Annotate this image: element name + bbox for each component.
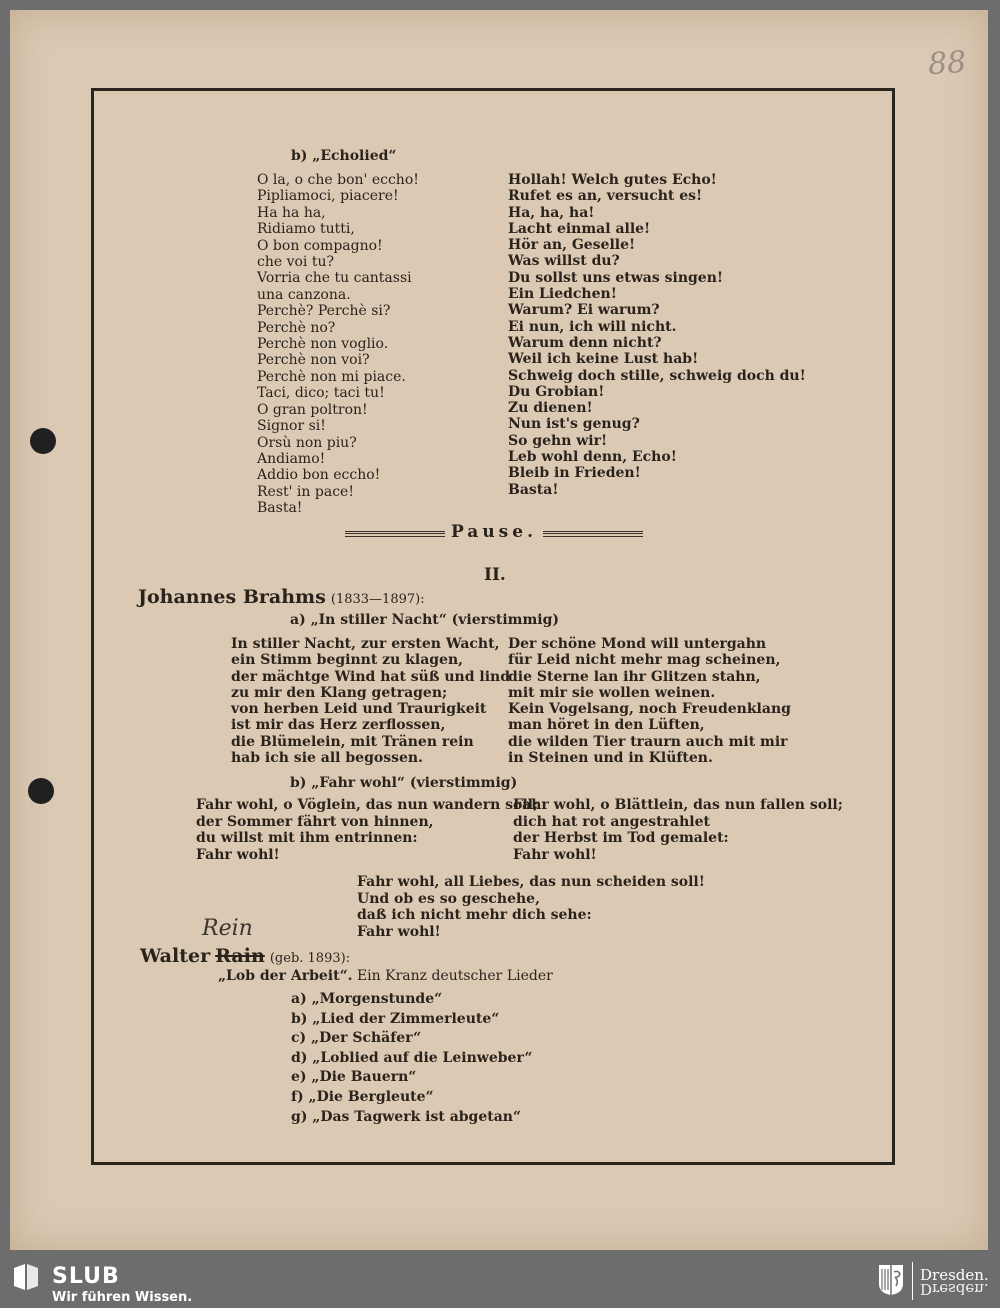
italian-verse-line: Taci, dico; taci tu! [257, 385, 385, 402]
german-verse-line: Basta! [508, 481, 559, 498]
slub-logo-icon [12, 1262, 40, 1292]
italian-verse-line: Ridiamo tutti, [257, 221, 355, 238]
city-name: Dresden. [920, 1266, 989, 1284]
library-tagline: Wir führen Wissen. [52, 1290, 193, 1305]
verse-line: ein Stimm beginnt zu klagen, [231, 652, 464, 669]
song-a-heading: a) „In stiller Nacht“ (vierstimmig) [290, 612, 560, 628]
german-verse-line: Warum denn nicht? [508, 334, 662, 351]
verse-line: Fahr wohl, o Vöglein, das nun wandern soll; [196, 797, 539, 813]
echolied-heading: b) „Echolied“ [291, 148, 397, 164]
page-number: 88 [926, 44, 968, 83]
verse-line: ist mir das Herz zerflossen, [231, 717, 446, 734]
italian-verse-line: Pipliamoci, piacere! [257, 188, 399, 205]
german-verse-line: Bleib in Frieden! [508, 465, 641, 482]
brahms-heading [138, 586, 425, 608]
work-subtitle: Ein Kranz deutscher Lieder [356, 968, 553, 984]
german-verse-line: Lacht einmal alle! [508, 220, 651, 237]
verse-line: hab ich sie all begossen. [231, 750, 423, 767]
work-title: „Lob der Arbeit“. [218, 968, 353, 984]
german-verse-line: Warum? Ei warum? [508, 302, 660, 319]
pause-rule-right [543, 531, 643, 537]
pause-divider [345, 522, 643, 548]
italian-verse-line: O bon compagno! [257, 237, 383, 254]
verse-line: die wilden Tier traurn auch mit mir [508, 733, 788, 750]
song-b-heading: b) „Fahr wohl“ (vierstimmig) [290, 775, 518, 791]
verse-line: Fahr wohl, all Liebes, das nun scheiden soll! [357, 874, 705, 890]
verse-line: Fahr wohl, o Blättlein, das nun fallen soll; [513, 797, 843, 813]
italian-verse-line: Perchè non mi piace. [257, 368, 406, 385]
verse-line: der Herbst im Tod gemalet: [513, 830, 729, 846]
composer-name: Johannes Brahms [138, 586, 326, 608]
echolied-italian-column [257, 172, 419, 517]
italian-verse-line: Perchè non voglio. [257, 336, 389, 353]
italian-verse-line: Perchè non voi? [257, 352, 370, 369]
german-verse-line: Ei nun, ich will nicht. [508, 318, 677, 335]
italian-verse-line: Signor si! [257, 418, 326, 435]
pause-rule-left [345, 531, 445, 537]
movement-item: c) „Der Schäfer“ [291, 1030, 422, 1047]
italian-verse-line: Andiamo! [257, 450, 326, 467]
verse-line: zu mir den Klang getragen; [231, 684, 448, 701]
footer-bar [0, 1258, 1000, 1308]
german-verse-line: Leb wohl denn, Echo! [508, 449, 677, 466]
verse-line: daß ich nicht mehr dich sehe: [357, 907, 592, 923]
composer-dates: (geb. 1893): [269, 951, 351, 966]
pause-label: Pause. [450, 522, 537, 542]
verse-line: Und ob es so geschehe, [357, 890, 540, 907]
footer-separator [912, 1262, 913, 1300]
verse-line: Kein Vogelsang, noch Freudenklang [508, 701, 791, 718]
section-numeral: II. [484, 565, 506, 585]
verse-line: die Sterne lan ihr Glitzen stahn, [508, 668, 761, 685]
verse-line: von herben Leid und Traurigkeit [231, 701, 487, 718]
german-verse-line: Hör an, Geselle! [508, 237, 636, 254]
verse-line: In stiller Nacht, zur ersten Wacht, [231, 636, 500, 652]
german-verse-line: Ha, ha, ha! [508, 204, 595, 221]
german-verse-line: Schweig doch stille, schweig doch du! [508, 367, 806, 384]
verse-line: mit mir sie wollen weinen. [508, 684, 716, 701]
composer-struck-surname: Rain [215, 945, 265, 967]
verse-line: Der schöne Mond will untergahn [508, 636, 767, 652]
german-verse-line: Ein Liedchen! [508, 286, 617, 303]
movement-item: g) „Das Tagwerk ist abgetan“ [291, 1108, 522, 1125]
song-a-right-verse [508, 636, 791, 766]
verse-line: der mächtge Wind hat süß und lind [231, 668, 510, 685]
verse-line: du willst mit ihm entrinnen: [196, 830, 418, 846]
german-verse-line: Hollah! Welch gutes Echo! [508, 172, 717, 188]
italian-verse-line: una canzona. [257, 286, 351, 303]
movement-item: f) „Die Bergleute“ [291, 1088, 434, 1105]
italian-verse-line: Ha ha ha, [257, 204, 326, 221]
composer-first-name: Walter [140, 945, 211, 967]
verse-line: dich hat rot angestrahlet [513, 813, 710, 830]
italian-verse-line: Perchè? Perchè si? [257, 303, 391, 320]
german-verse-line: Weil ich keine Lust hab! [508, 351, 699, 368]
movement-item: b) „Lied der Zimmerleute“ [291, 1010, 500, 1027]
italian-verse-line: O gran poltron! [257, 401, 368, 418]
verse-line: in Steinen und in Klüften. [508, 750, 713, 767]
german-verse-line: Du Grobian! [508, 383, 605, 400]
verse-line: man höret in den Lüften, [508, 717, 705, 734]
song-a-left-verse [231, 636, 510, 766]
german-verse-line: Du sollst uns etwas singen! [508, 269, 724, 286]
verse-line: Fahr wohl! [196, 846, 280, 863]
german-verse-line: Nun ist's genug? [508, 416, 640, 433]
rein-heading [140, 945, 350, 967]
song-b-left-verse [196, 797, 538, 863]
german-verse-line: Zu dienen! [508, 400, 593, 417]
handwritten-correction: Rein [202, 916, 253, 941]
composer-dates: (1833—1897): [330, 592, 425, 607]
movement-item: a) „Morgenstunde“ [291, 991, 443, 1007]
verse-line: für Leid nicht mehr mag scheinen, [508, 652, 781, 669]
movement-list [291, 990, 532, 1127]
city-name-reflection: Dresden. [920, 1280, 989, 1298]
italian-verse-line: Perchè no? [257, 319, 336, 336]
verse-line: Fahr wohl! [513, 846, 597, 863]
echolied-german-column [508, 172, 806, 498]
verse-line: der Sommer fährt von hinnen, [196, 813, 434, 830]
work-title-line [218, 968, 553, 984]
german-verse-line: So gehn wir! [508, 432, 608, 449]
movement-item: e) „Die Bauern“ [291, 1069, 417, 1086]
verse-line: die Blümelein, mit Tränen rein [231, 733, 474, 750]
song-b-right-verse [513, 797, 843, 863]
punch-hole-bottom [28, 778, 54, 804]
italian-verse-line: Vorria che tu cantassi [257, 270, 412, 287]
italian-verse-line: O la, o che bon' eccho! [257, 172, 419, 188]
city-crest-icon [878, 1264, 904, 1296]
song-b-center-verse [357, 874, 705, 940]
italian-verse-line: che voi tu? [257, 254, 335, 271]
italian-verse-line: Rest' in pace! [257, 483, 354, 500]
german-verse-line: Rufet es an, versucht es! [508, 188, 703, 205]
verse-line: Fahr wohl! [357, 923, 441, 940]
library-name: SLUB [52, 1264, 120, 1289]
german-verse-line: Was willst du? [508, 253, 620, 270]
italian-verse-line: Addio bon eccho! [257, 467, 381, 484]
italian-verse-line: Orsù non piu? [257, 434, 357, 451]
punch-hole-top [30, 428, 56, 454]
italian-verse-line: Basta! [257, 500, 303, 517]
movement-item: d) „Loblied auf die Leinweber“ [291, 1049, 533, 1066]
